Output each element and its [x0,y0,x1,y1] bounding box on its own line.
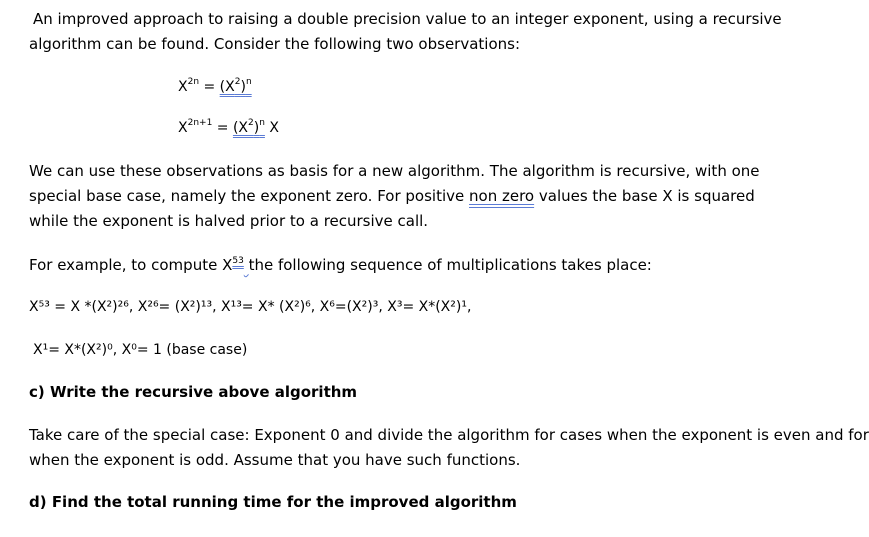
example-exp: 53 [232,256,244,266]
obs2-lhs-base: X [178,120,188,136]
obs1-rhs-sq: 2 [234,77,241,88]
obs1-rhs-close: ) [240,79,246,95]
observation-1 [178,78,252,96]
obs2-rhs-open: (X [232,120,248,136]
obs2-lhs-exp: 2n+1 [187,118,213,129]
obs1-lhs-exp: 2n [187,77,200,88]
obs2-eq: = [212,120,233,136]
intro-line-1: An improved approach to raising a double precision value to an integer exponent, using a recursive [33,10,782,28]
non-zero-grammar-mark: non zero [469,187,535,205]
sequence-line-2: X¹= X*(X²)⁰, X⁰= 1 (base case) [33,342,248,358]
para2-line-3: while the exponent is halved prior to a recursive call. [29,212,429,230]
obs1-rhs-exp: n [245,77,252,88]
obs1-lhs-base: X [178,79,188,95]
para2-line-2 [29,187,755,205]
obs2-rhs [233,120,265,136]
example-post: the following sequence of multiplications takes place: [248,256,652,274]
para3-line-1: Take care of the special case: Exponent 0 and divide the algorithm for cases when the exponent is even and for [29,426,869,444]
observation-2 [178,119,279,137]
para3-line-2: when the exponent is odd. Assume that you have such functions. [29,451,521,469]
sequence-line-1: X⁵³ = X *(X²)²⁶, X²⁶= (X²)¹³, X¹³= X* (X²)⁶, X⁶=(X²)³, X³= X*(X²)¹, [29,299,472,315]
obs2-rhs-exp: n [259,118,265,129]
obs1-rhs-open: (X [219,79,235,95]
para2-line-2-pre: special base case, namely the exponent zero. For positive [29,187,470,205]
example-pre: For example, to compute X [29,256,233,274]
section-d-heading: d) Find the total running time for the improved algorithm [29,493,517,511]
para2-line-2-post: values the base X is squared [534,187,755,205]
obs1-rhs [220,79,252,95]
para2-line-1: We can use these observations as basis for a new algorithm. The algorithm is recursive, with one [29,162,760,180]
intro-line-2: algorithm can be found. Consider the following two observations: [29,35,521,53]
obs2-rhs-close: ) [253,120,260,136]
section-c-heading: c) Write the recursive above algorithm [29,383,358,401]
obs1-eq: = [199,79,220,95]
obs2-tail: X [264,120,279,136]
obs2-rhs-sq: 2 [248,118,254,129]
example-line [29,256,652,274]
